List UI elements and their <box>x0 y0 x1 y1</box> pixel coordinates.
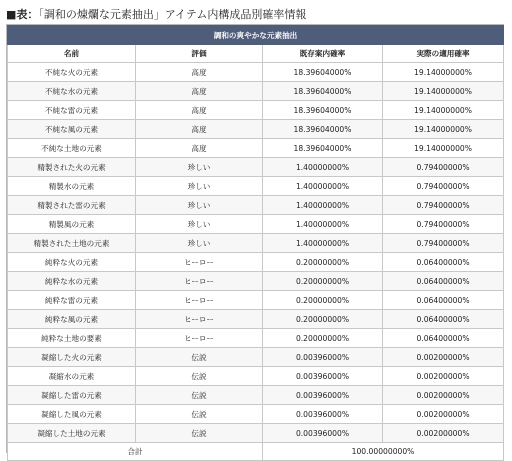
cell-actual-rate: 0.06400000% <box>383 291 504 310</box>
table-row <box>8 291 504 310</box>
cell-name: 純粋な雷の元素 <box>8 291 136 310</box>
table-row <box>8 405 504 424</box>
cell-actual-rate: 0.00200000% <box>383 405 504 424</box>
cell-grade: 高度 <box>136 139 263 158</box>
cell-announced-rate: 0.00396000% <box>263 367 383 386</box>
cell-actual-rate: 19.14000000% <box>383 101 504 120</box>
cell-announced-rate: 18.39604000% <box>263 82 383 101</box>
table-row <box>8 367 504 386</box>
cell-grade: ヒーロー <box>136 253 263 272</box>
cell-name: 精製風の元素 <box>8 215 136 234</box>
table-row <box>8 329 504 348</box>
cell-actual-rate: 19.14000000% <box>383 120 504 139</box>
cell-actual-rate: 0.00200000% <box>383 386 504 405</box>
table-row <box>8 101 504 120</box>
cell-actual-rate: 0.79400000% <box>383 234 504 253</box>
cell-announced-rate: 1.40000000% <box>263 196 383 215</box>
cell-announced-rate: 18.39604000% <box>263 120 383 139</box>
cell-announced-rate: 0.00396000% <box>263 405 383 424</box>
table-row <box>8 348 504 367</box>
cell-name: 精製された火の元素 <box>8 158 136 177</box>
table-row <box>8 272 504 291</box>
cell-grade: 高度 <box>136 101 263 120</box>
cell-announced-rate: 0.20000000% <box>263 253 383 272</box>
cell-name: 不純な雷の元素 <box>8 101 136 120</box>
cell-name: 純粋な土地の要素 <box>8 329 136 348</box>
cell-grade: 高度 <box>136 82 263 101</box>
caption-lead: ■表： <box>6 8 39 21</box>
cell-name: 不純な火の元素 <box>8 63 136 82</box>
header-name: 名前 <box>8 45 136 63</box>
total-value: 100.00000000% <box>263 443 504 461</box>
cell-announced-rate: 0.20000000% <box>263 310 383 329</box>
cell-actual-rate: 0.00200000% <box>383 424 504 443</box>
cell-name: 純粋な火の元素 <box>8 253 136 272</box>
cell-grade: ヒーロー <box>136 329 263 348</box>
cell-name: 精製された土地の元素 <box>8 234 136 253</box>
cell-grade: 珍しい <box>136 177 263 196</box>
cell-grade: 珍しい <box>136 158 263 177</box>
cell-announced-rate: 0.00396000% <box>263 386 383 405</box>
cell-actual-rate: 19.14000000% <box>383 63 504 82</box>
cell-name: 凝縮した雷の元素 <box>8 386 136 405</box>
cell-actual-rate: 19.14000000% <box>383 139 504 158</box>
cell-name: 精製水の元素 <box>8 177 136 196</box>
cell-actual-rate: 0.06400000% <box>383 329 504 348</box>
cell-announced-rate: 18.39604000% <box>263 139 383 158</box>
cell-actual-rate: 0.79400000% <box>383 158 504 177</box>
cell-grade: 珍しい <box>136 215 263 234</box>
table-row <box>8 215 504 234</box>
cell-announced-rate: 0.20000000% <box>263 291 383 310</box>
table-row <box>8 196 504 215</box>
cell-actual-rate: 0.79400000% <box>383 196 504 215</box>
cell-announced-rate: 1.40000000% <box>263 234 383 253</box>
cell-grade: 伝説 <box>136 386 263 405</box>
cell-name: 凝縮した火の元素 <box>8 348 136 367</box>
table-row <box>8 424 504 443</box>
header-grade: 評価 <box>136 45 263 63</box>
table-row <box>8 253 504 272</box>
table-header-row <box>8 45 504 63</box>
cell-actual-rate: 19.14000000% <box>383 82 504 101</box>
header-announced-rate: 既存案内確率 <box>263 45 383 63</box>
cell-grade: ヒーロー <box>136 310 263 329</box>
probability-table-frame <box>6 24 504 456</box>
cell-name: 純粋な水の元素 <box>8 272 136 291</box>
table-row <box>8 120 504 139</box>
table-banner-row <box>8 26 504 45</box>
table-row <box>8 139 504 158</box>
table-body <box>8 63 504 443</box>
table-row <box>8 177 504 196</box>
table-caption <box>6 6 306 24</box>
cell-name: 凝縮した風の元素 <box>8 405 136 424</box>
probability-table <box>7 25 504 461</box>
cell-grade: 珍しい <box>136 234 263 253</box>
cell-actual-rate: 0.00200000% <box>383 367 504 386</box>
table-row <box>8 310 504 329</box>
cell-announced-rate: 18.39604000% <box>263 63 383 82</box>
cell-name: 不純な水の元素 <box>8 82 136 101</box>
cell-name: 凝縮した土地の元素 <box>8 424 136 443</box>
cell-name: 不純な風の元素 <box>8 120 136 139</box>
total-row <box>8 443 504 461</box>
cell-grade: ヒーロー <box>136 272 263 291</box>
cell-grade: 伝説 <box>136 367 263 386</box>
caption-text: 「調和の煉爛な元素抽出」アイテム内構成品別確率情報 <box>38 8 307 21</box>
cell-grade: ヒーロー <box>136 291 263 310</box>
cell-actual-rate: 0.00200000% <box>383 348 504 367</box>
table-row <box>8 386 504 405</box>
cell-grade: 伝説 <box>136 348 263 367</box>
cell-announced-rate: 18.39604000% <box>263 101 383 120</box>
cell-actual-rate: 0.06400000% <box>383 310 504 329</box>
table-row <box>8 82 504 101</box>
cell-actual-rate: 0.06400000% <box>383 272 504 291</box>
table-banner: 調和の爽やかな元素抽出 <box>8 26 504 45</box>
cell-grade: 高度 <box>136 120 263 139</box>
cell-name: 純粋な風の元素 <box>8 310 136 329</box>
table-row <box>8 234 504 253</box>
cell-announced-rate: 1.40000000% <box>263 158 383 177</box>
cell-announced-rate: 1.40000000% <box>263 215 383 234</box>
cell-announced-rate: 1.40000000% <box>263 177 383 196</box>
cell-actual-rate: 0.79400000% <box>383 215 504 234</box>
cell-name: 精製された雷の元素 <box>8 196 136 215</box>
cell-grade: 伝説 <box>136 405 263 424</box>
cell-announced-rate: 0.00396000% <box>263 348 383 367</box>
cell-name: 凝縮水の元素 <box>8 367 136 386</box>
cell-name: 不純な土地の元素 <box>8 139 136 158</box>
cell-announced-rate: 0.20000000% <box>263 329 383 348</box>
cell-actual-rate: 0.06400000% <box>383 253 504 272</box>
cell-grade: 伝説 <box>136 424 263 443</box>
cell-grade: 珍しい <box>136 196 263 215</box>
table-row <box>8 158 504 177</box>
cell-announced-rate: 0.00396000% <box>263 424 383 443</box>
cell-grade: 高度 <box>136 63 263 82</box>
header-actual-rate: 実際の適用確率 <box>383 45 504 63</box>
cell-announced-rate: 0.20000000% <box>263 272 383 291</box>
table-row <box>8 63 504 82</box>
cell-actual-rate: 0.79400000% <box>383 177 504 196</box>
total-label: 合計 <box>8 443 263 461</box>
